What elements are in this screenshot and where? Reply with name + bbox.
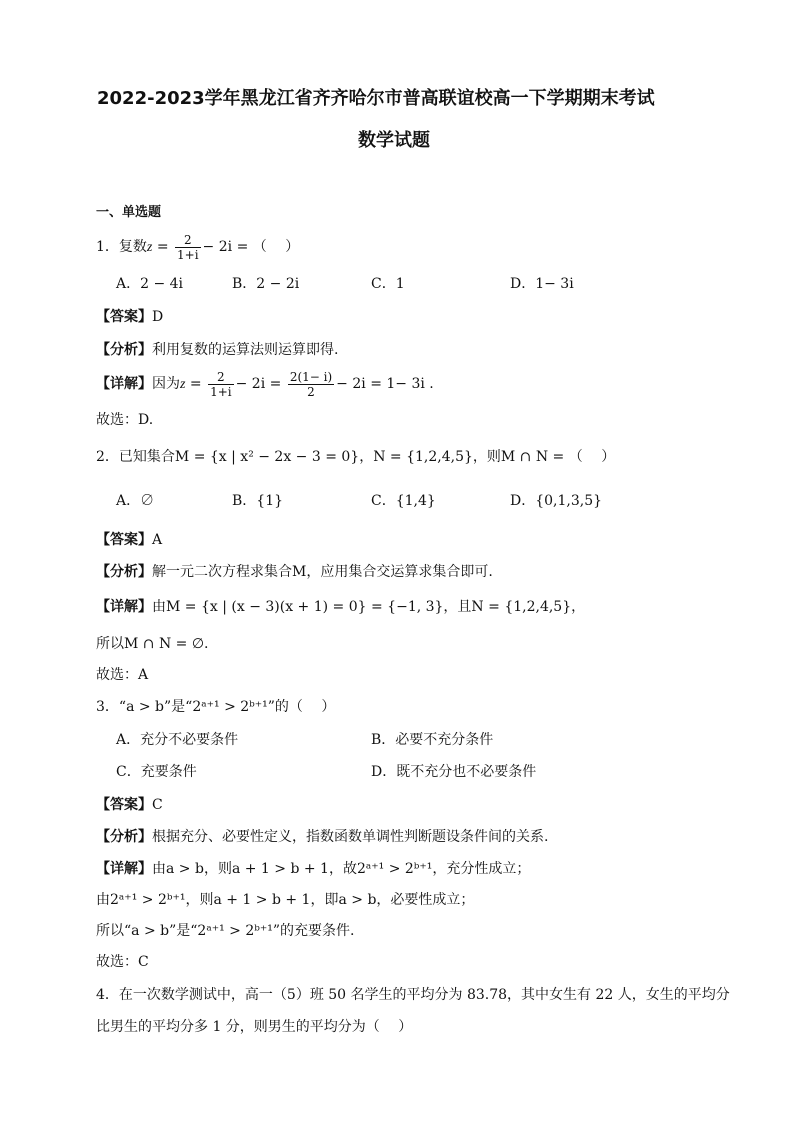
q1-detail-mid: − 2i = (235, 376, 286, 392)
question-1-stem (96, 232, 299, 263)
answer-tag: 【答案】 (96, 309, 152, 325)
q2-analysis-text: 解一元二次方程求集合M，应用集合交运算求集合即可. (152, 564, 493, 580)
page-title-line2: 数学试题 (358, 130, 430, 151)
q1-detail-frac1 (208, 370, 234, 399)
q1-tail: − 2i = （ ） (202, 239, 300, 255)
q1-option-d: D．1− 3i (510, 276, 574, 292)
analysis-tag: 【分析】 (96, 342, 152, 358)
q1-detail-tail: − 2i = 1− 3i . (336, 376, 434, 392)
q1-answer (96, 308, 163, 326)
q2-answer (96, 531, 162, 549)
answer-tag: 【答案】 (96, 532, 152, 548)
q1-frac-den: 1+i (177, 247, 199, 262)
q1-fraction (175, 233, 201, 262)
question-3-stem: 3．“a > b”是“2ᵃ⁺¹ > 2ᵇ⁺¹”的（ ） (96, 699, 336, 715)
q1-detail-frac2-den: 2 (307, 384, 315, 399)
q1-detail (96, 367, 434, 402)
q3-option-b: B．必要不充分条件 (371, 732, 494, 748)
q3-analysis-text: 根据充分、必要性定义，指数函数单调性判断题设条件间的关系. (152, 829, 549, 845)
q3-answer (96, 796, 163, 814)
q1-detail-eq: = (185, 376, 207, 392)
q1-option-a: A．2 − 4i (116, 276, 184, 292)
q1-choose: 故选：D. (96, 412, 154, 428)
q1-var-z: z (146, 240, 153, 255)
q3-line3: 所以“a > b”是“2ᵃ⁺¹ > 2ᵇ⁺¹”的充要条件. (96, 923, 355, 939)
detail-tag: 【详解】 (96, 599, 152, 615)
question-4-line1: 4．在一次数学测试中，高一（5）班 50 名学生的平均分为 83.78，其中女生有 22 人，女生的平均分 (96, 987, 730, 1003)
detail-tag: 【详解】 (96, 376, 152, 392)
q1-frac-num: 2 (175, 233, 201, 248)
q1-detail-frac2 (288, 370, 334, 399)
q2-line2: 所以M ∩ N = ∅. (96, 636, 209, 652)
q3-line2: 由2ᵃ⁺¹ > 2ᵇ⁺¹，则a + 1 > b + 1，即a > b，必要性成立； (96, 892, 475, 908)
question-4-line2: 比男生的平均分多 1 分，则男生的平均分为（ ） (96, 1019, 413, 1035)
q1-eq: = (152, 239, 174, 255)
q3-detail-text: 由a > b，则a + 1 > b + 1，故2ᵃ⁺¹ > 2ᵇ⁺¹，充分性成立； (152, 861, 531, 877)
q1-num: 1．复数 (96, 239, 147, 255)
answer-tag: 【答案】 (96, 797, 152, 813)
q3-option-d: D．既不充分也不必要条件 (371, 764, 537, 780)
q3-choose: 故选：C (96, 954, 149, 970)
question-2-stem: 2．已知集合M = {x | x² − 2x − 3 = 0}，N = {1,2,4,5}，则M ∩ N = （ ） (96, 449, 616, 465)
q1-detail-frac2-num: 2(1− i) (289, 369, 333, 384)
q3-analysis (96, 828, 548, 846)
detail-tag: 【详解】 (96, 861, 152, 877)
q2-option-b: B．{1} (232, 493, 284, 509)
q1-option-c: C．1 (371, 276, 405, 292)
q1-answer-value: D (152, 309, 164, 325)
q2-option-a: A．∅ (116, 493, 155, 509)
q2-detail-text: 由M = {x | (x − 3)(x + 1) = 0} = {−1, 3}，且N = {1,2,4,5}， (152, 599, 586, 615)
q1-detail-frac1-num: 2 (208, 370, 234, 385)
q3-option-a: A．充分不必要条件 (116, 732, 239, 748)
q2-option-d: D．{0,1,3,5} (510, 493, 603, 509)
q1-option-b: B．2 − 2i (232, 276, 300, 292)
q2-option-c: C．{1,4} (371, 493, 436, 509)
q3-answer-value: C (152, 797, 163, 813)
q2-analysis (96, 563, 493, 581)
q3-option-c: C．充要条件 (116, 764, 197, 780)
q1-detail-pre: 因为 (152, 376, 180, 392)
q3-detail (96, 860, 530, 878)
q1-detail-frac1-den: 1+i (210, 384, 232, 399)
q1-analysis-text: 利用复数的运算法则运算即得. (152, 342, 339, 358)
q2-answer-value: A (152, 532, 163, 548)
q1-detail-z: z (180, 377, 186, 392)
analysis-tag: 【分析】 (96, 564, 152, 580)
section-heading: 一、单选题 (96, 205, 162, 220)
analysis-tag: 【分析】 (96, 829, 152, 845)
q2-detail (96, 598, 585, 616)
page-title-line1: 2022-2023学年黑龙江省齐齐哈尔市普高联谊校高一下学期期末考试 (97, 88, 655, 109)
q1-analysis (96, 341, 338, 359)
q2-choose: 故选：A (96, 667, 149, 683)
